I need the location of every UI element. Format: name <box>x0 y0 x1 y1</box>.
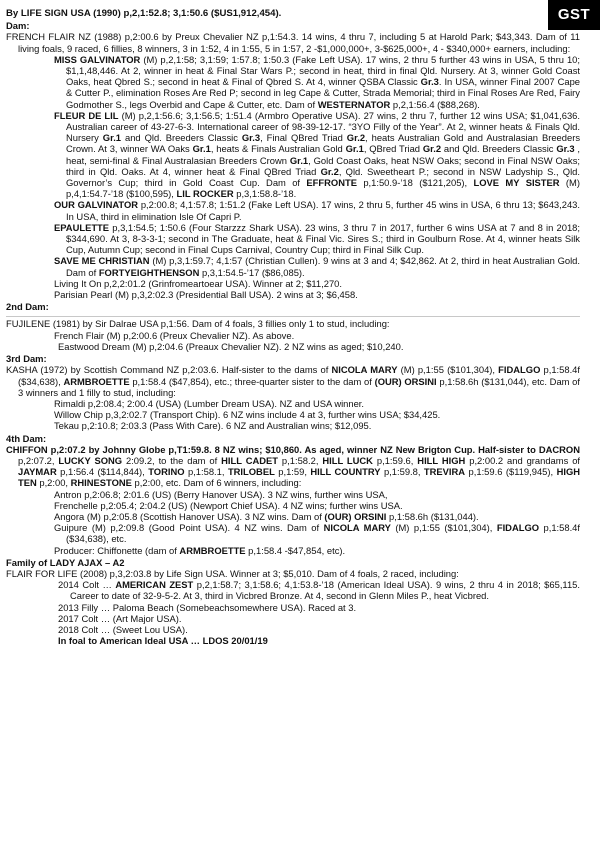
race-record: p,1:59.6 ($119,945), <box>465 466 557 478</box>
race-record: KASHA (1972) by Scottish Command NZ p,2:03.6. Half-sister to the dams of <box>6 364 332 376</box>
horse-name: DACRON <box>538 443 580 455</box>
race-record: p,1:58.4f ($34,638), etc. <box>66 522 580 545</box>
second-dam-fujilene: FUJILENE (1981) by Sir Dalrae USA p,1:56. Dam of 4 foals, 3 fillies only 1 to stud, including: <box>6 318 390 330</box>
race-record: Angora (M) p,2:05.8 (Scottish Hanover USA). 3 NZ wins. Dam of <box>54 510 325 522</box>
horse-name: FIDALGO <box>498 364 541 376</box>
progeny-miss-galvinator <box>54 54 580 110</box>
offspring-name: EFFRONTE <box>306 177 357 189</box>
dam-french-flair: FRENCH FLAIR NZ (1988) p,2:00.6 by Preux Chevalier NZ p,1:54.3. 14 wins, 4 thru 7, including 5 at Harold Park; $43,343. Dam of 11 living foals, 9 raced, 6 fillies, 8 winners, 3 in 1:52, 4 in 1:55, 5 in 1:57, 2 -$1,000,000+, 3-$625,000+, 4 - $340,000+ earners, including: <box>6 31 580 54</box>
race-record: p,1:58.4 -$47,854, etc). <box>245 544 346 556</box>
race-record: p,1:58.1, <box>184 466 228 478</box>
race-record: (M) p,1:55 ($101,304), <box>397 364 499 376</box>
group-grade: Gr.2 <box>346 132 366 144</box>
progeny-living-it-on: Living It On p,2,2:01.2 (Grinfromeartoear USA). Winner at 2; $11,270. <box>54 277 342 289</box>
family-flair-for-life: FLAIR FOR LIFE (2008) p,3,2:03.8 by Life Sign USA. Winner at 3; $5,010. Dam of 4 foals, 2 raced, including: <box>6 567 459 579</box>
race-record: . In USA, winner Final 2007 Cape & Cutter P., elimination Roses Are Red P; second in leg Cape & Cutter, Strada Memorial; third in Final Roses Are Red, Fairy Godmother S., legs Overbid and Cape & Cutter, etc. Dam of <box>66 76 580 110</box>
in-foal-note: In foal to American Ideal USA … LDOS 20/01/19 <box>58 635 268 647</box>
heading-third-dam: 3rd Dam: <box>6 353 47 365</box>
progeny-2014-colt <box>58 579 580 601</box>
race-record: p,1:58.6h ($131,044). <box>386 510 479 522</box>
horse-name: NICOLA MARY <box>323 522 391 534</box>
progeny-our-galvinator <box>54 199 580 221</box>
race-record: and Qld. Breeders Classic <box>441 143 557 155</box>
race-record: p,3,1:54.5; 1:50.6 (Four Starzzz Shark USA). 23 wins, 3 thru 7 in 2017, further 6 wins USA at 7 and 8 in 2018; $344,690. At 3, 8-3-3-1; second in The Graduate, heat & Final Vic. Sires S.; third in Goulburn Rose. At 4, winner heats Silk Cup, Autumn Cup; second in Final Cups Carnival, Country Cup; third in Final Silk Cup. <box>66 221 580 256</box>
horse-name: ARMBROETTE <box>179 544 246 556</box>
race-record: (M) p,2,1:56.6; 3,1:56.5; 1:51.4 (Armbro Operative USA). 27 wins, 2 thru 7, further 12 wins USA; $1,041,636. Australian career of 43-27-6-3. International career of 98-39-12-17. “3YO Filly of the Year”. At 2, winner heats & Finals Qld. Nursery <box>66 109 580 144</box>
progeny-french-flair: French Flair (M) p,2:00.6 (Preux Chevalier NZ). As above. <box>54 329 295 341</box>
race-record: p,2:00.2 and grandams of <box>465 454 581 466</box>
offspring-name: FORTYEIGHTHENSON <box>98 266 200 278</box>
horse-name: FLEUR DE LIL <box>54 109 119 121</box>
race-record: p,1:59.8, <box>380 466 424 478</box>
race-record: p,1:59, <box>274 466 311 478</box>
race-record: , QBred Triad <box>363 143 423 155</box>
race-record: (M) p,3,1:59.7; 4,1:57 (Christian Cullen). 9 wins at 3 and 4; $42,862. At 2, third in heat Australian Gold. Dam of <box>66 255 580 278</box>
race-record: CHIFFON p,2:07.2 by Johnny Globe p,T1:59.8. 8 NZ wins; $10,860. As aged, winner NZ New Brigton Cup. Half-sister to <box>6 443 539 455</box>
group-grade: Gr.1 <box>345 143 364 155</box>
race-record: p,2:00.8; 4,1:57.8; 1:51.2 (Fake Left USA). 17 wins, 2 thru 5, further 45 wins in USA, 6 thru 13; $643,243. In USA, third in elimination Isle Of Capri P. <box>66 199 580 222</box>
heading-fourth-dam: 4th Dam: <box>6 432 47 444</box>
race-record: Guipure (M) p,2:09.8 (Good Point USA). 4 NZ wins. Dam of <box>54 522 324 534</box>
race-record: p,1:58.6h ($131,044), etc. Dam of 3 winners and 1 filly to stud, including: <box>18 375 581 398</box>
race-record: p,1:58.2, <box>278 454 323 466</box>
progeny-eastwood-dream: Eastwood Dream (M) p,2:04.6 (Preaux Chevalier NZ). 2 NZ wins as aged; $10,240. <box>58 340 404 352</box>
progeny-fleur-de-lil <box>54 110 580 200</box>
race-record: p,1:59.6, <box>372 454 418 466</box>
progeny-guipure <box>54 522 580 544</box>
group-grade: Gr.2 <box>320 165 339 177</box>
group-grade: Gr.3 <box>241 132 261 144</box>
progeny-save-me-christian <box>54 255 580 277</box>
pedigree-page <box>6 8 580 646</box>
horse-name: (OUR) ORSINI <box>374 375 437 387</box>
race-record: p,1:56.4 ($114,844), <box>56 466 149 478</box>
heading-second-dam: 2nd Dam: <box>6 301 49 313</box>
group-grade: Gr.3 <box>420 76 439 88</box>
horse-name: EPAULETTE <box>54 221 110 233</box>
horse-name: JAYMAR <box>18 466 57 478</box>
group-grade: Gr.3 <box>556 143 575 155</box>
group-grade: Gr.1 <box>289 154 309 166</box>
race-record: p,2:07.2, <box>18 454 59 466</box>
race-record: (M) p,1:55 ($101,304), <box>390 522 497 534</box>
horse-name: ARMBROETTE <box>63 375 130 387</box>
producer-chiffonette <box>54 545 580 556</box>
horse-name: NICOLA MARY <box>331 364 398 376</box>
group-grade: Gr.2 <box>422 143 442 155</box>
progeny-willow-chip: Willow Chip p,3,2:02.7 (Transport Chip). 6 NZ wins include 4 at 3, further wins USA; $34,425. <box>54 409 441 421</box>
progeny-antron: Antron p,2:06.8; 2:01.6 (US) (Berry Hanover USA). 3 NZ wins, further wins USA, <box>54 488 388 500</box>
race-record: p,2,1:58.7; 3,1:58.6; 4,1:53.8-’18 (American Ideal USA). 9 wins, 2 thru 4 in 2018; $65,115. Career to date of 32-9-5-2. At 3, third in Vicbred Bronze. At 4, second in Glenn Miles P., heat Vicbred. <box>70 579 580 602</box>
horse-name: RHINESTONE <box>70 477 132 489</box>
progeny-rimaldi: Rimaldi p,2:08.4; 2:00.4 (USA) (Lumber Dream USA). NZ and USA winner. <box>54 397 365 409</box>
heading-family: Family of LADY AJAX – A2 <box>6 556 125 568</box>
offspring-name: WESTERNATOR <box>317 98 391 110</box>
heading-dam: Dam: <box>6 20 30 32</box>
foal-year: 2014 Colt … <box>58 579 116 591</box>
horse-name: HILL COUNTRY <box>310 466 381 478</box>
progeny-epaulette <box>54 222 580 256</box>
race-record: p,1:58.4 ($47,854), etc.; three-quarter sister to the dam of <box>129 375 375 387</box>
horse-name: HIGH TEN <box>18 466 581 489</box>
offspring-name: LOVE MY SISTER <box>473 177 560 189</box>
race-record: , Qld. Sweetheart P.; second in NSW Ladyship S., Qld. Governor’s Cup; third in Gold Coast Cup. Dam of <box>66 165 580 189</box>
horse-name: HILL HIGH <box>417 454 466 466</box>
gst-badge: GST <box>548 0 600 30</box>
race-record: , heats Australian Gold and Australasian Breeders Crown. At 3, winner WA Oaks <box>66 132 581 155</box>
race-record: , heats & Finals Australian Gold <box>210 143 346 155</box>
race-record: (M) p,2,1:58; 3,1:59; 1:57.8; 1:50.3 (Fake Left USA). 17 wins, 2 thru 5 further 43 wins in USA, 5 thru 10; $1,1,48,446. At 2, winner in heat & Final Star Wars P.; second in heat, third in final Qld. Nursery. At 3, winner Gold Coast Oaks, heat Qbred S.; second in heat & Final of Qbred S. At 4, winner QSBA Classic <box>66 53 580 88</box>
race-record: , Final QBred Triad <box>260 132 347 144</box>
race-record: Producer: Chiffonette (dam of <box>54 544 180 556</box>
fourth-dam-chiffon <box>6 444 580 489</box>
progeny-angora <box>54 511 580 522</box>
race-record: 2:09.2, to the dam of <box>122 454 222 466</box>
horse-name: OUR GALVINATOR <box>54 199 139 211</box>
divider <box>6 314 580 317</box>
offspring-name: LIL ROCKER <box>176 188 234 200</box>
horse-name: AMERICAN ZEST <box>115 579 194 591</box>
horse-name: LUCKY SONG <box>58 454 123 466</box>
race-record: , heat, semi-final & Final Australasian Breeders Crown <box>66 143 581 166</box>
horse-name: MISS GALVINATOR <box>54 53 141 65</box>
sire-line: By LIFE SIGN USA (1990) p,2,1:52.8; 3,1:50.6 ($US1,912,454). <box>6 8 282 19</box>
group-grade: Gr.1 <box>192 143 211 155</box>
progeny-2013-filly: 2013 Filly … Paloma Beach (Somebeachsomewhere USA). Raced at 3. <box>58 601 357 613</box>
progeny-2018-colt: 2018 Colt … (Sweet Lou USA). <box>58 623 188 635</box>
race-record: (M) p,4,1:54.7-’18 ($100,595), <box>66 177 580 200</box>
race-record: p,3,1:58.8-’18. <box>233 188 297 200</box>
group-grade: Gr.1 <box>102 132 122 144</box>
race-record: p,2,1:56.4 ($88,268). <box>390 98 480 110</box>
progeny-parisian-pearl: Parisian Pearl (M) p,3,2:02.3 (Presidential Ball USA). 2 wins at 3; $6,458. <box>54 289 358 301</box>
third-dam-kasha <box>6 364 580 398</box>
race-record: , Gold Coast Oaks, heat NSW Oaks; second in Final NSW Oaks; third in Qld. Oaks. At 4, winner heat & Final QBred Triad <box>66 154 580 177</box>
progeny-tekau: Tekau p,2:10.8; 2:03.3 (Pass With Care). 6 NZ and Australian wins; $12,095. <box>54 420 372 432</box>
progeny-frenchelle: Frenchelle p,2:05.4; 2:04.2 (US) (Newport Chief USA). 4 NZ wins; further wins USA. <box>54 499 403 511</box>
horse-name: SAVE ME CHRISTIAN <box>54 255 150 267</box>
horse-name: HILL LUCK <box>322 454 373 466</box>
horse-name: FIDALGO <box>496 522 540 534</box>
race-record: p,1:58.4f ($34,638), <box>18 364 581 387</box>
race-record: p,2:00, etc. Dam of 6 winners, including: <box>131 477 302 489</box>
horse-name: TREVIRA <box>423 466 466 478</box>
horse-name: HILL CADET <box>221 454 279 466</box>
race-record: and Qld. Breeders Classic <box>121 132 242 144</box>
horse-name: (OUR) ORSINI <box>324 510 387 522</box>
horse-name: TRILOBEL <box>227 466 275 478</box>
race-record: p,1:50.9-’18 ($121,205), <box>356 177 474 189</box>
horse-name: TORINO <box>148 466 185 478</box>
progeny-2017-colt: 2017 Colt … (Art Major USA). <box>58 612 182 624</box>
race-record: p,2:00, <box>36 477 71 489</box>
race-record: p,3,1:54.5-’17 ($86,085). <box>199 266 305 278</box>
